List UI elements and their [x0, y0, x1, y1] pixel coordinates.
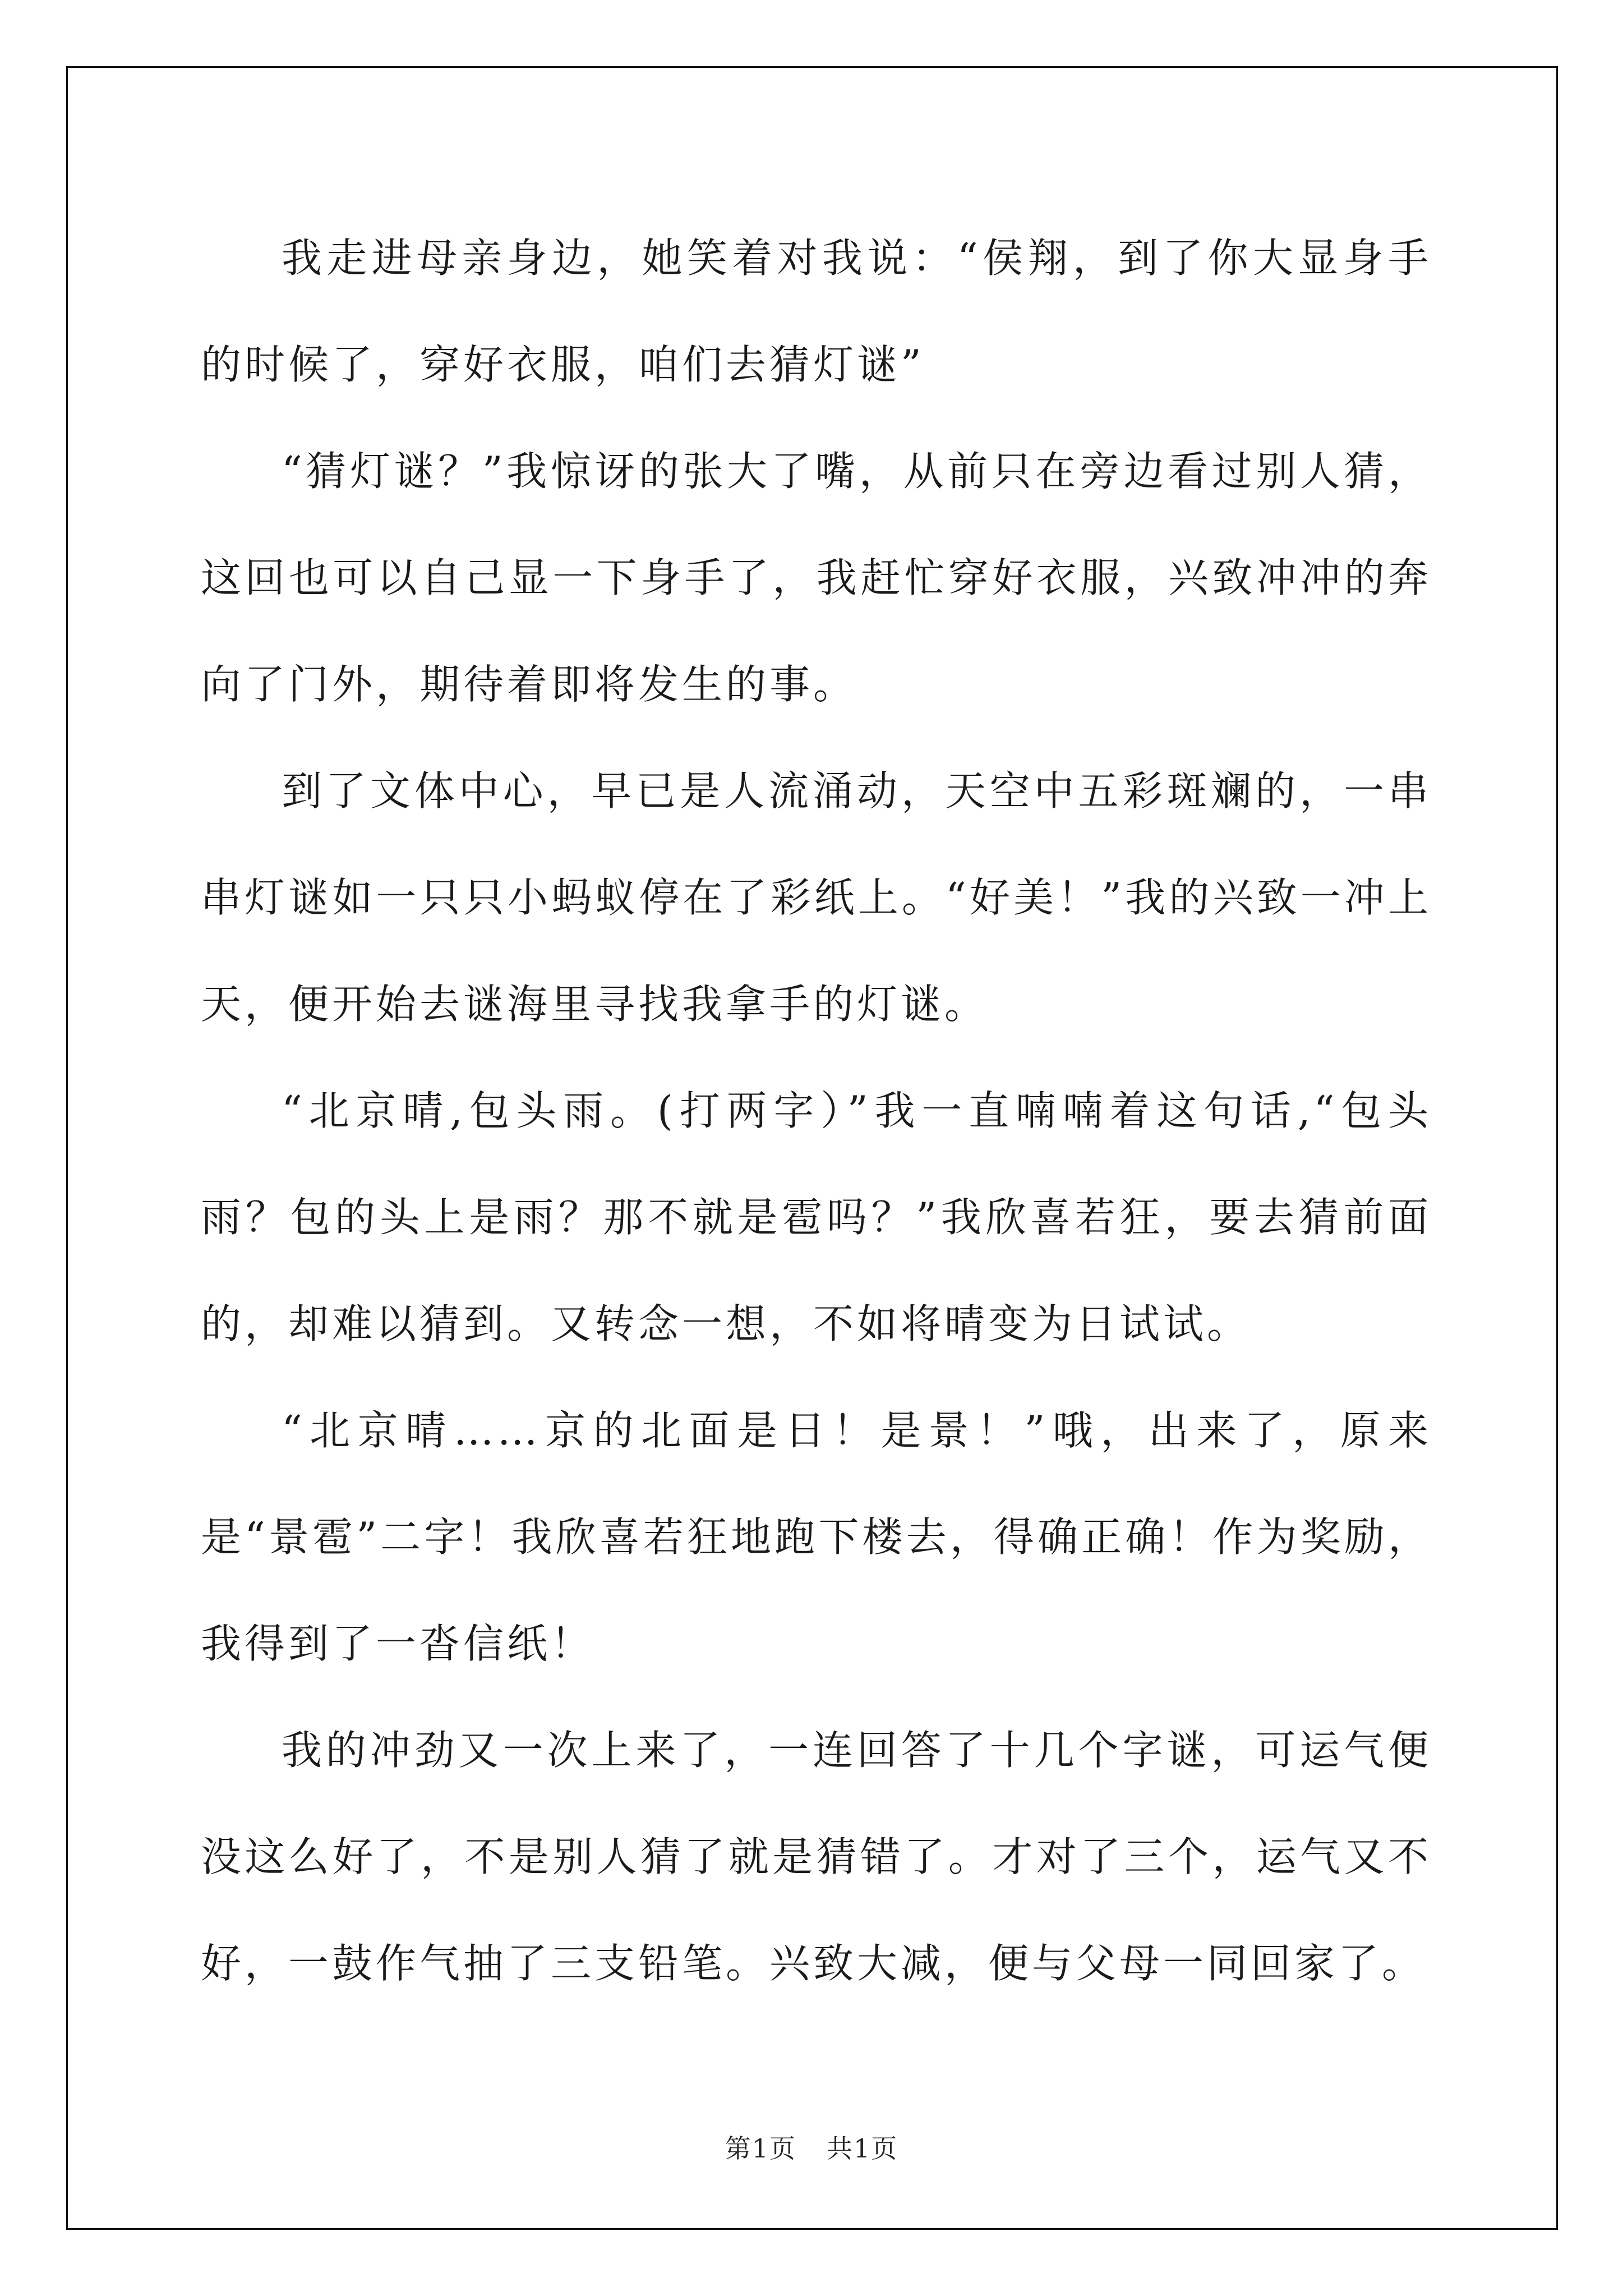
- document-body: [201, 205, 1432, 2017]
- paragraph: 我的冲劲又一次上来了，一连回答了十几个字谜，可运气便没这么好了，不是别人猜了就是猜错了。才对了三个，运气又不好，一鼓作气抽了三支铅笔。兴致大减，便与父母一同回家了。: [201, 1727, 1432, 1987]
- paragraph: 到了文体中心，早已是人流涌动，天空中五彩斑斓的，一串串灯谜如一只只小蚂蚁停在了彩纸上。“好美！”我的兴致一冲上天，便开始去谜海里寻找我拿手的灯谜。: [201, 767, 1432, 1028]
- page-footer: [0, 2132, 1623, 2165]
- paragraph: “北京晴,包头雨。(打两字）”我一直喃喃着这句话,“包头雨？包的头上是雨？那不就是雹吗？”我欣喜若狂，要去猜前面的，却难以猜到。又转念一想，不如将晴变为日试试。: [201, 1087, 1432, 1347]
- paragraph: “猜灯谜？”我惊讶的张大了嘴，从前只在旁边看过别人猜，这回也可以自己显一下身手了，我赶忙穿好衣服，兴致冲冲的奔向了门外，期待着即将发生的事。: [201, 448, 1432, 708]
- paragraph: 我走进母亲身边，她笑着对我说：“侯翔，到了你大显身手的时候了，穿好衣服，咱们去猜灯谜”: [201, 234, 1432, 388]
- page-number-current: 第1页: [725, 2133, 796, 2164]
- page-number-total: 共1页: [827, 2133, 898, 2164]
- paragraph: “北京晴……京的北面是日！是景！”哦，出来了，原来是“景雹”二字！我欣喜若狂地跑下楼去，得确正确！作为奖励，我得到了一沓信纸！: [201, 1407, 1432, 1667]
